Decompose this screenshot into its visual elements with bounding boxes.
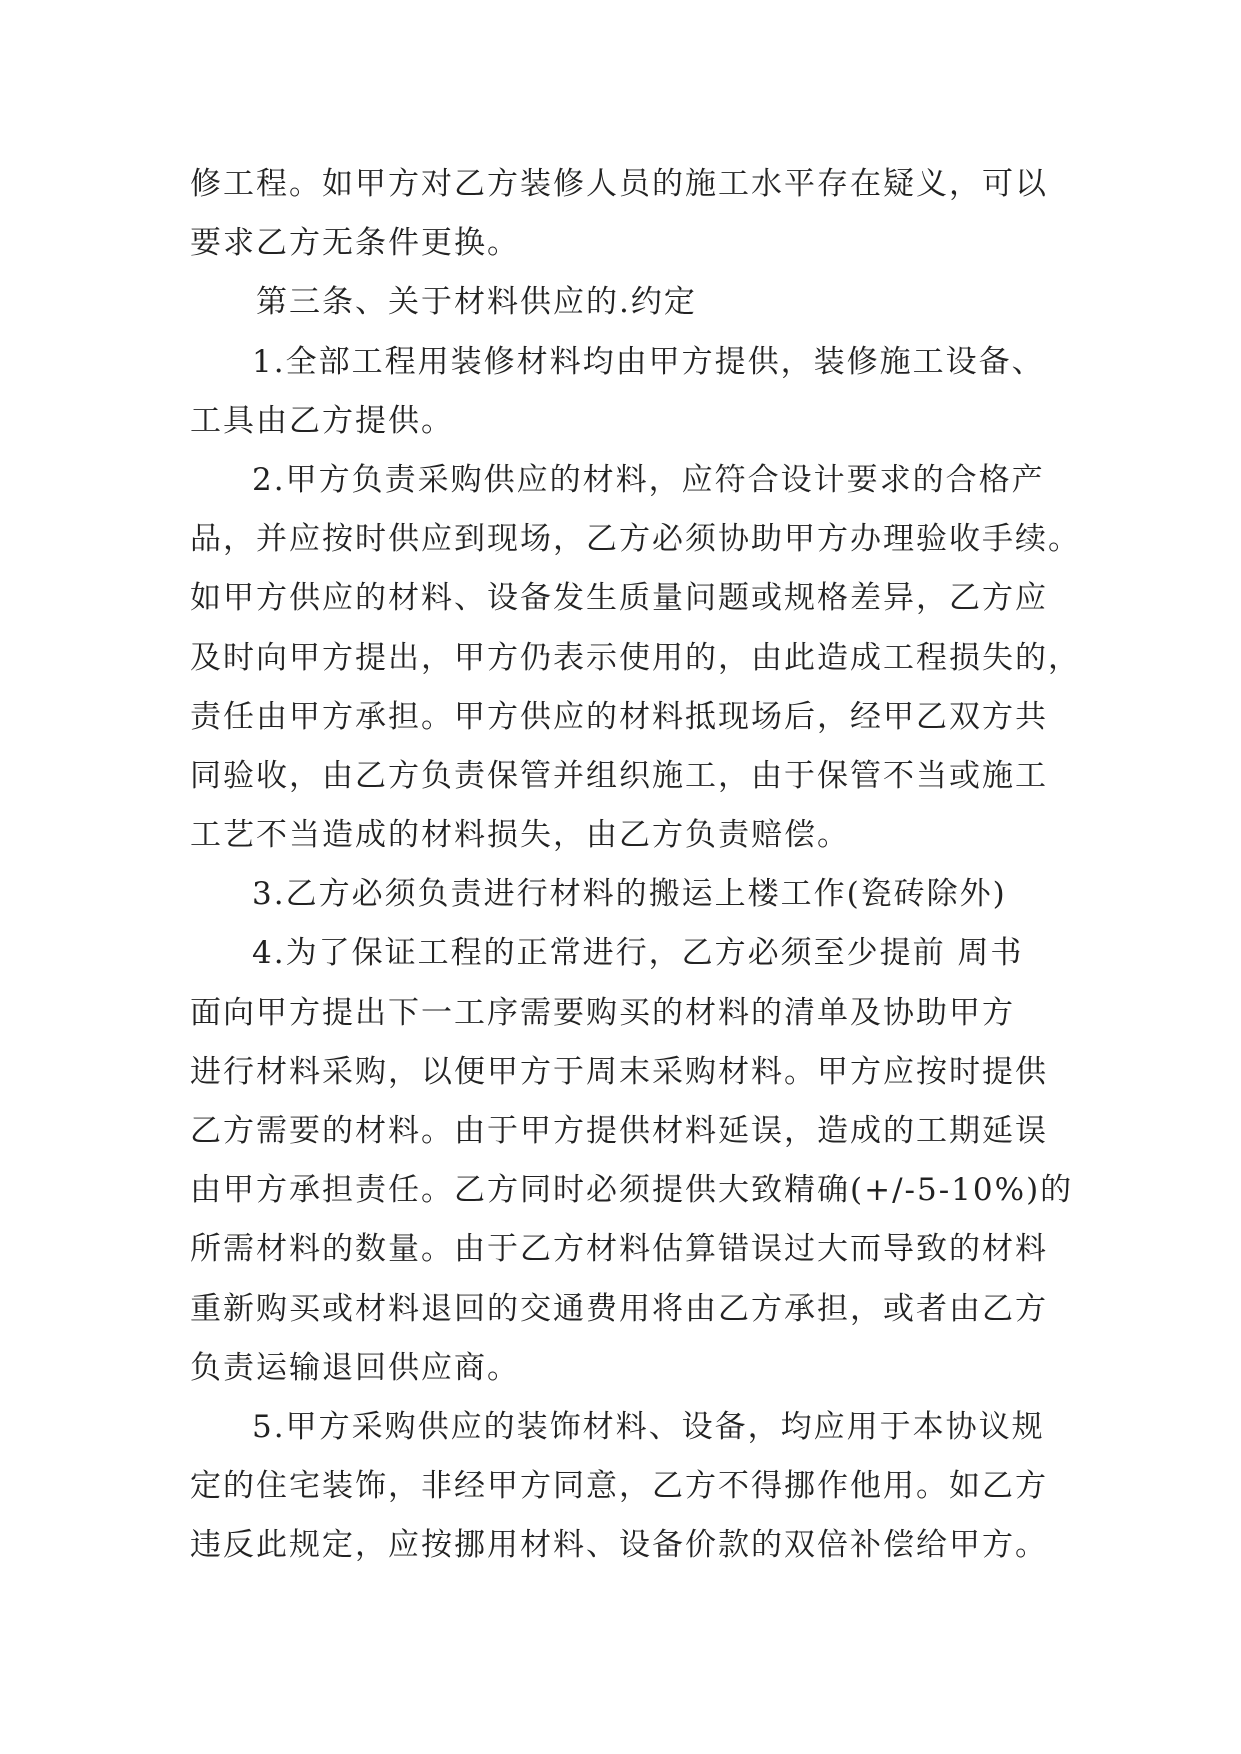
text-line: 工具由乙方提供。 [190, 402, 454, 439]
text-line: 进行材料采购，以便甲方于周末采购材料。甲方应按时提供 [190, 1053, 1048, 1090]
paragraph-start: 1.全部工程用装修材料均由甲方提供，装修施工设备、 [252, 343, 1045, 380]
text-line: 由甲方承担责任。乙方同时必须提供大致精确(+/-5-10%)的 [190, 1172, 1074, 1209]
paragraph-start: 2.甲方负责采购供应的材料，应符合设计要求的合格产 [252, 461, 1045, 498]
text-line: 所需材料的数量。由于乙方材料估算错误过大而导致的材料 [190, 1231, 1048, 1268]
text-line: 及时向甲方提出，甲方仍表示使用的，由此造成工程损失的， [190, 639, 1081, 676]
text-line: 品，并应按时供应到现场，乙方必须协助甲方办理验收手续。 [190, 521, 1081, 558]
text-line: 违反此规定，应按挪用材料、设备价款的双倍补偿给甲方。 [190, 1527, 1048, 1564]
text-line: 定的住宅装饰，非经甲方同意，乙方不得挪作他用。如乙方 [190, 1468, 1048, 1505]
paragraph-start: 4.为了保证工程的正常进行，乙方必须至少提前 周书 [252, 935, 1024, 972]
text-line: 负责运输退回供应商。 [190, 1349, 520, 1386]
text-line: 同验收，由乙方负责保管并组织施工，由于保管不当或施工 [190, 757, 1048, 794]
paragraph-start: 3.乙方必须负责进行材料的搬运上楼工作(瓷砖除外) [252, 876, 1007, 913]
text-line: 工艺不当造成的材料损失，由乙方负责赔偿。 [190, 817, 850, 854]
text-line: 面向甲方提出下一工序需要购买的材料的清单及协助甲方 [190, 994, 1015, 1031]
text-line: 如甲方供应的材料、设备发生质量问题或规格差异，乙方应 [190, 580, 1048, 617]
paragraph-start: 5.甲方采购供应的装饰材料、设备，均应用于本协议规 [252, 1408, 1045, 1445]
section-heading: 第三条、关于材料供应的.约定 [256, 284, 697, 321]
text-line: 重新购买或材料退回的交通费用将由乙方承担，或者由乙方 [190, 1290, 1048, 1327]
text-line: 要求乙方无条件更换。 [190, 225, 520, 262]
document-body [190, 155, 1081, 1576]
text-line: 乙方需要的材料。由于甲方提供材料延误，造成的工期延误 [190, 1113, 1048, 1149]
text-line: 责任由甲方承担。甲方供应的材料抵现场后，经甲乙双方共 [190, 698, 1048, 735]
text-line: 修工程。如甲方对乙方装修人员的施工水平存在疑义，可以 [190, 166, 1048, 202]
